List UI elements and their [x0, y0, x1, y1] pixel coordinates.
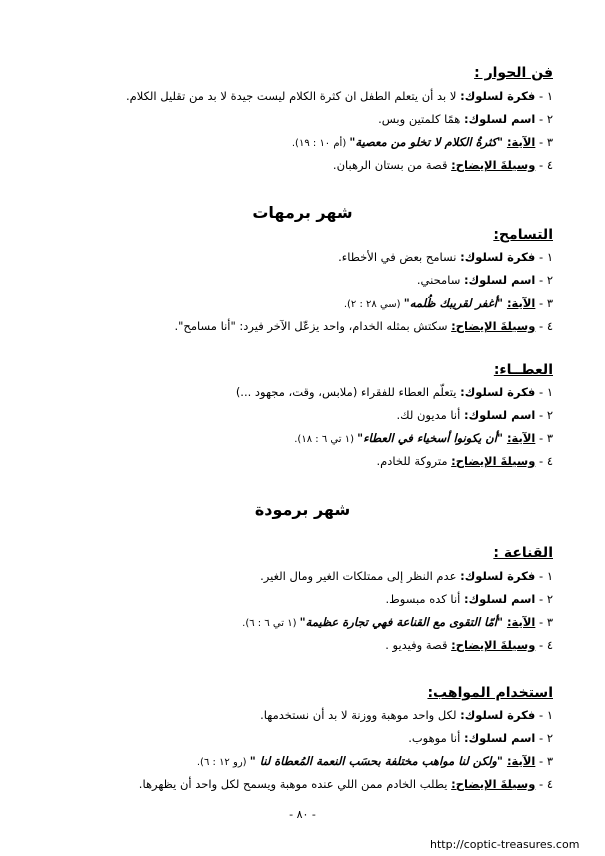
item-number: ٢ -: [535, 731, 553, 745]
month-heading: شهر برمهات: [252, 203, 353, 222]
item-label: فكرة لسلوك:: [460, 250, 536, 264]
verse-reference: (١ تي ٦ : ١٨).: [294, 434, 358, 445]
list-item: [408, 730, 553, 746]
list-item: [126, 88, 553, 104]
item-text: سكتش بمثله الخدام، واحد يزعّل الآخر فيرد: "أنا مسامح".: [174, 319, 452, 333]
item-text: لكل واحد موهبة ووزنة لا بد أن نستخدمها.: [260, 708, 461, 722]
list-item: [385, 591, 553, 607]
verse-reference: (أم ١٠ : ١٩).: [291, 138, 350, 149]
item-label: الآية:: [506, 431, 536, 445]
item-text: قصة من بستان الرهبان.: [332, 158, 452, 172]
page-number: - ٨٠ -: [289, 808, 316, 821]
item-label: اسم لسلوك:: [464, 408, 536, 422]
month-heading: شهر برمودة: [254, 500, 351, 519]
item-label: فكرة لسلوك:: [460, 89, 536, 103]
list-item: [294, 430, 553, 448]
verse-reference: (سي ٢٨ : ٢).: [343, 299, 404, 310]
item-label: اسم لسلوك:: [464, 731, 536, 745]
list-item: [242, 614, 553, 632]
item-label: وسيلةَ الإيضاح:: [451, 158, 536, 172]
item-text: عدم النظر إلى ممتلكات الغير ومال الغير.: [260, 569, 461, 583]
item-number: ٢ -: [535, 592, 553, 606]
item-label: اسم لسلوك:: [464, 592, 536, 606]
item-number: ١ -: [535, 385, 553, 399]
list-item: [292, 134, 553, 152]
item-number: ٢ -: [535, 273, 553, 287]
item-number: ١ -: [535, 89, 553, 103]
list-item: [377, 453, 553, 469]
item-number: ٤ -: [535, 319, 553, 333]
item-label: الآية:: [506, 615, 536, 629]
item-label: وسيلةَ الإيضاح:: [451, 319, 536, 333]
item-number: ٣ -: [535, 615, 553, 629]
item-label: الآية:: [506, 296, 536, 310]
item-label: فكرة لسلوك:: [460, 569, 536, 583]
verse-reference: (١ تي ٦ : ٦).: [242, 618, 300, 629]
item-label: وسيلةَ الإيضاح:: [451, 638, 536, 652]
list-item: [197, 753, 553, 771]
item-number: ٤ -: [535, 158, 553, 172]
list-item: [260, 707, 553, 723]
item-number: ٤ -: [535, 454, 553, 468]
item-number: ١ -: [535, 708, 553, 722]
list-item: [260, 568, 553, 584]
item-number: ٤ -: [535, 777, 553, 791]
item-text: قصة وفيديو .: [385, 638, 452, 652]
list-item: [396, 407, 553, 423]
item-text: أنا كده مبسوط.: [385, 592, 464, 606]
source-url-link[interactable]: http://coptic-treasures.com: [430, 838, 580, 851]
item-text: أنا موهوب.: [408, 731, 464, 745]
item-number: ٣ -: [535, 135, 553, 149]
item-number: ٣ -: [535, 754, 553, 768]
item-text: يتعلّم العطاء للفقراء (ملابس، وقت، مجهود ...): [235, 385, 461, 399]
item-number: ٤ -: [535, 638, 553, 652]
list-item: [385, 637, 553, 653]
item-number: ٣ -: [535, 296, 553, 310]
section-title-talents: استخدام المواهب:: [427, 685, 553, 701]
item-label: فكرة لسلوك:: [460, 385, 536, 399]
verse-text: "أمّا التقوى مع القناعة فهي تجارة عظيمة": [299, 615, 507, 629]
item-label: فكرة لسلوك:: [460, 708, 536, 722]
item-text: يطلب الخادم ممن اللي عنده موهبة ويسمح لكل واحد أن يظهرها.: [138, 777, 452, 791]
item-label: الآية:: [506, 135, 536, 149]
item-label: اسم لسلوك:: [464, 112, 536, 126]
verse-reference: (رو ١٢ : ٦).: [196, 757, 250, 768]
item-text: همًا كلمتين وبس.: [378, 112, 464, 126]
item-label: وسيلةَ الإيضاح:: [451, 454, 536, 468]
list-item: [344, 295, 553, 313]
list-item: [378, 111, 553, 127]
item-text: أنا مديون لك.: [396, 408, 464, 422]
section-title-forgiveness: التسامح:: [493, 227, 553, 243]
verse-text: "أغفر لقريبك ظُلمه": [403, 296, 507, 310]
item-text: متروكة للخادم.: [376, 454, 452, 468]
item-label: الآية:: [506, 754, 536, 768]
verse-text: "ولكن لنا مواهب مختلفة بحسَب النعمة المُعطاة لنا ": [249, 754, 507, 768]
section-title-contentment: القناعة :: [493, 545, 553, 561]
item-text: لا بد أن يتعلم الطفل ان كثرة الكلام ليست جيدة لا بد من تقليل الكلام.: [125, 89, 461, 103]
item-number: ٢ -: [535, 408, 553, 422]
list-item: [338, 249, 553, 265]
verse-text: "أن يكونوا أسخياء في العطاء": [357, 431, 507, 445]
item-number: ٢ -: [535, 112, 553, 126]
item-text: سامحني.: [416, 273, 464, 287]
section-title-giving: العطــاء:: [493, 362, 553, 378]
item-number: ١ -: [535, 569, 553, 583]
item-label: اسم لسلوك:: [464, 273, 536, 287]
item-text: نسامح بعض في الأخطاء.: [338, 250, 461, 264]
list-item: [236, 384, 553, 400]
item-number: ٣ -: [535, 431, 553, 445]
list-item: [139, 776, 553, 792]
list-item: [174, 318, 553, 334]
list-item: [333, 157, 553, 173]
section-title-dialogue: فن الحوار :: [474, 65, 553, 81]
verse-text: "كثرةُ الكلام لا تخلو من معصية": [349, 135, 507, 149]
item-label: وسيلةَ الإيضاح:: [451, 777, 536, 791]
item-number: ١ -: [535, 250, 553, 264]
list-item: [417, 272, 553, 288]
